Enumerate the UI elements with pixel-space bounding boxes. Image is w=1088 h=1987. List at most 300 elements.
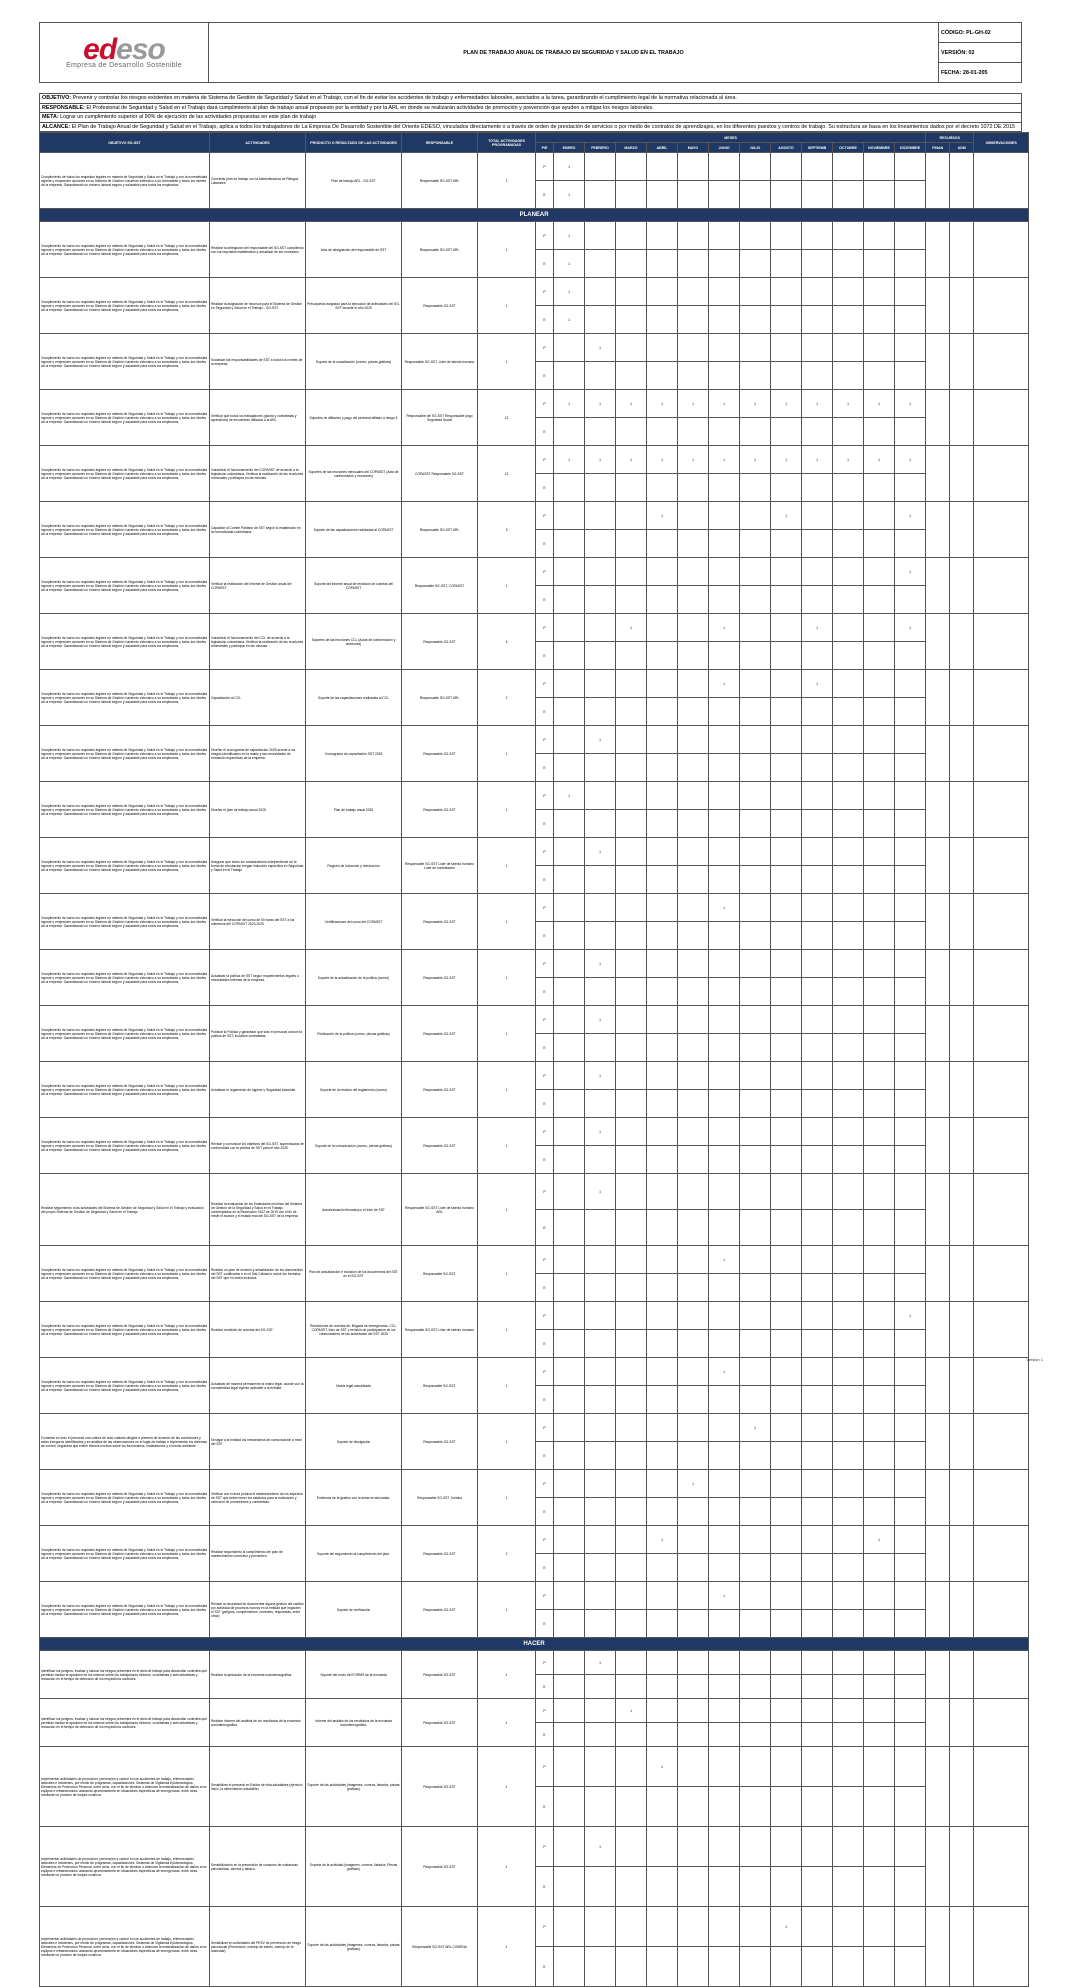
month-cell[interactable] (740, 1723, 771, 1747)
month-cell[interactable] (771, 1090, 802, 1118)
month-cell[interactable] (678, 1174, 709, 1210)
month-cell[interactable] (833, 1947, 864, 1987)
month-cell[interactable] (740, 1699, 771, 1723)
month-cell[interactable] (864, 1747, 895, 1787)
month-cell[interactable] (678, 1947, 709, 1987)
month-cell[interactable] (678, 1062, 709, 1090)
month-cell[interactable] (771, 1386, 802, 1414)
month-cell[interactable] (895, 838, 926, 866)
month-cell[interactable] (709, 1302, 740, 1330)
recurso-cell[interactable] (950, 1582, 974, 1638)
month-cell[interactable] (647, 153, 678, 181)
month-cell[interactable] (554, 1907, 585, 1947)
month-cell[interactable] (833, 754, 864, 782)
month-cell[interactable] (740, 530, 771, 558)
observaciones-cell[interactable] (974, 558, 1029, 614)
month-cell[interactable] (740, 1210, 771, 1246)
month-cell[interactable] (709, 642, 740, 670)
month-cell[interactable] (740, 1146, 771, 1174)
observaciones-cell[interactable] (974, 670, 1029, 726)
month-cell[interactable] (864, 1907, 895, 1947)
month-cell[interactable]: 1 (802, 446, 833, 474)
month-cell[interactable] (833, 894, 864, 922)
month-cell[interactable] (740, 1610, 771, 1638)
month-cell[interactable] (833, 153, 864, 181)
month-cell[interactable] (864, 362, 895, 390)
month-cell[interactable] (771, 698, 802, 726)
month-cell[interactable] (802, 1498, 833, 1526)
month-cell[interactable] (771, 1723, 802, 1747)
month-cell[interactable] (895, 1210, 926, 1246)
month-cell[interactable] (864, 530, 895, 558)
month-cell[interactable] (554, 1699, 585, 1723)
month-cell[interactable]: 1 (709, 614, 740, 642)
month-cell[interactable] (771, 1210, 802, 1246)
month-cell[interactable] (678, 1867, 709, 1907)
month-cell[interactable] (678, 306, 709, 334)
month-cell[interactable] (771, 1787, 802, 1827)
month-cell[interactable] (833, 726, 864, 754)
month-cell[interactable] (740, 1554, 771, 1582)
month-cell[interactable] (833, 334, 864, 362)
month-cell[interactable] (895, 810, 926, 838)
month-cell[interactable] (802, 978, 833, 1006)
month-cell[interactable] (585, 1610, 616, 1638)
month-cell[interactable] (554, 1414, 585, 1442)
month-cell[interactable] (833, 1526, 864, 1554)
month-cell[interactable] (802, 1582, 833, 1610)
month-cell[interactable] (833, 1274, 864, 1302)
month-cell[interactable] (833, 950, 864, 978)
month-cell[interactable] (864, 614, 895, 642)
month-cell[interactable]: 1 (833, 446, 864, 474)
month-cell[interactable] (678, 1498, 709, 1526)
month-cell[interactable] (895, 362, 926, 390)
month-cell[interactable] (554, 1498, 585, 1526)
month-cell[interactable] (771, 474, 802, 502)
month-cell[interactable] (616, 1723, 647, 1747)
month-cell[interactable] (709, 1034, 740, 1062)
month-cell[interactable] (616, 866, 647, 894)
month-cell[interactable] (647, 1210, 678, 1246)
month-cell[interactable]: 1 (771, 390, 802, 418)
month-cell[interactable] (802, 810, 833, 838)
month-cell[interactable] (678, 782, 709, 810)
month-cell[interactable] (554, 1675, 585, 1699)
month-cell[interactable] (678, 1330, 709, 1358)
month-cell[interactable] (740, 1330, 771, 1358)
month-cell[interactable] (678, 1246, 709, 1274)
month-cell[interactable]: 1 (802, 670, 833, 698)
month-cell[interactable] (678, 1907, 709, 1947)
month-cell[interactable] (678, 642, 709, 670)
month-cell[interactable] (802, 530, 833, 558)
month-cell[interactable] (740, 1090, 771, 1118)
month-cell[interactable]: 1 (740, 1414, 771, 1442)
month-cell[interactable] (740, 250, 771, 278)
month-cell[interactable] (709, 1006, 740, 1034)
month-cell[interactable] (709, 530, 740, 558)
recurso-cell[interactable] (950, 950, 974, 1006)
observaciones-cell[interactable] (974, 1246, 1029, 1302)
month-cell[interactable] (678, 1442, 709, 1470)
month-cell[interactable] (647, 782, 678, 810)
month-cell[interactable] (802, 1174, 833, 1210)
recurso-cell[interactable] (950, 1414, 974, 1470)
month-cell[interactable] (833, 1090, 864, 1118)
month-cell[interactable] (616, 1675, 647, 1699)
month-cell[interactable] (864, 642, 895, 670)
month-cell[interactable] (709, 250, 740, 278)
month-cell[interactable] (709, 1498, 740, 1526)
month-cell[interactable] (678, 810, 709, 838)
month-cell[interactable] (895, 1090, 926, 1118)
month-cell[interactable] (864, 1210, 895, 1246)
month-cell[interactable] (833, 1699, 864, 1723)
month-cell[interactable] (585, 1723, 616, 1747)
month-cell[interactable] (678, 1006, 709, 1034)
month-cell[interactable] (709, 306, 740, 334)
month-cell[interactable] (616, 558, 647, 586)
month-cell[interactable] (802, 1302, 833, 1330)
observaciones-cell[interactable] (974, 1699, 1029, 1747)
month-cell[interactable] (833, 1582, 864, 1610)
month-cell[interactable] (554, 530, 585, 558)
month-cell[interactable] (802, 250, 833, 278)
month-cell[interactable] (771, 754, 802, 782)
observaciones-cell[interactable] (974, 1526, 1029, 1582)
month-cell[interactable] (616, 334, 647, 362)
month-cell[interactable] (833, 474, 864, 502)
month-cell[interactable]: 1 (585, 1651, 616, 1675)
month-cell[interactable] (864, 181, 895, 209)
month-cell[interactable] (771, 1470, 802, 1498)
month-cell[interactable] (709, 978, 740, 1006)
month-cell[interactable]: 1 (647, 390, 678, 418)
month-cell[interactable] (585, 810, 616, 838)
month-cell[interactable] (802, 782, 833, 810)
month-cell[interactable] (678, 726, 709, 754)
month-cell[interactable] (647, 1174, 678, 1210)
month-cell[interactable] (647, 670, 678, 698)
month-cell[interactable] (585, 866, 616, 894)
month-cell[interactable] (616, 1006, 647, 1034)
month-cell[interactable] (709, 950, 740, 978)
month-cell[interactable] (554, 642, 585, 670)
month-cell[interactable] (895, 1582, 926, 1610)
month-cell[interactable] (616, 1947, 647, 1987)
recurso-cell[interactable] (926, 1174, 950, 1246)
month-cell[interactable] (740, 1526, 771, 1554)
month-cell[interactable] (616, 1146, 647, 1174)
month-cell[interactable] (647, 810, 678, 838)
month-cell[interactable] (585, 181, 616, 209)
month-cell[interactable] (678, 1699, 709, 1723)
observaciones-cell[interactable] (974, 950, 1029, 1006)
month-cell[interactable] (833, 1554, 864, 1582)
month-cell[interactable] (709, 866, 740, 894)
recurso-cell[interactable] (950, 278, 974, 334)
month-cell[interactable] (895, 1554, 926, 1582)
month-cell[interactable] (647, 838, 678, 866)
month-cell[interactable] (616, 810, 647, 838)
month-cell[interactable] (678, 1787, 709, 1827)
month-cell[interactable] (554, 922, 585, 950)
month-cell[interactable] (709, 1274, 740, 1302)
month-cell[interactable]: 1 (709, 670, 740, 698)
month-cell[interactable] (740, 670, 771, 698)
month-cell[interactable] (895, 334, 926, 362)
month-cell[interactable] (616, 278, 647, 306)
month-cell[interactable] (554, 894, 585, 922)
month-cell[interactable] (802, 278, 833, 306)
month-cell[interactable] (709, 1386, 740, 1414)
month-cell[interactable] (678, 1302, 709, 1330)
month-cell[interactable] (864, 1414, 895, 1442)
month-cell[interactable] (709, 1330, 740, 1358)
month-cell[interactable] (895, 586, 926, 614)
month-cell[interactable] (678, 586, 709, 614)
month-cell[interactable] (647, 614, 678, 642)
month-cell[interactable] (895, 1414, 926, 1442)
month-cell[interactable] (554, 1610, 585, 1638)
month-cell[interactable] (802, 502, 833, 530)
recurso-cell[interactable] (926, 446, 950, 502)
recurso-cell[interactable] (926, 1470, 950, 1526)
month-cell[interactable] (585, 1246, 616, 1274)
month-cell[interactable] (802, 1118, 833, 1146)
month-cell[interactable] (709, 222, 740, 250)
month-cell[interactable] (802, 838, 833, 866)
month-cell[interactable] (740, 838, 771, 866)
month-cell[interactable]: 1 (616, 390, 647, 418)
month-cell[interactable] (802, 1210, 833, 1246)
observaciones-cell[interactable] (974, 1118, 1029, 1174)
month-cell[interactable] (678, 362, 709, 390)
month-cell[interactable] (616, 1907, 647, 1947)
month-cell[interactable] (647, 1907, 678, 1947)
month-cell[interactable] (709, 726, 740, 754)
month-cell[interactable] (709, 838, 740, 866)
month-cell[interactable] (740, 642, 771, 670)
month-cell[interactable] (678, 1526, 709, 1554)
month-cell[interactable] (678, 1118, 709, 1146)
month-cell[interactable] (771, 838, 802, 866)
observaciones-cell[interactable] (974, 838, 1029, 894)
month-cell[interactable] (864, 754, 895, 782)
month-cell[interactable] (678, 1723, 709, 1747)
month-cell[interactable] (833, 306, 864, 334)
month-cell[interactable]: 1 (585, 1006, 616, 1034)
month-cell[interactable] (895, 782, 926, 810)
month-cell[interactable]: 1 (709, 894, 740, 922)
month-cell[interactable] (709, 1090, 740, 1118)
month-cell[interactable] (709, 418, 740, 446)
month-cell[interactable] (833, 1651, 864, 1675)
month-cell[interactable] (585, 1358, 616, 1386)
month-cell[interactable] (833, 558, 864, 586)
month-cell[interactable] (709, 1146, 740, 1174)
month-cell[interactable] (554, 1947, 585, 1987)
month-cell[interactable] (740, 418, 771, 446)
month-cell[interactable]: 1 (585, 1062, 616, 1090)
month-cell[interactable] (585, 1554, 616, 1582)
month-cell[interactable] (771, 153, 802, 181)
month-cell[interactable] (616, 1827, 647, 1867)
month-cell[interactable] (616, 1034, 647, 1062)
month-cell[interactable] (833, 1118, 864, 1146)
month-cell[interactable] (864, 1386, 895, 1414)
month-cell[interactable] (585, 1414, 616, 1442)
month-cell[interactable] (585, 1210, 616, 1246)
month-cell[interactable] (554, 1827, 585, 1867)
month-cell[interactable] (554, 1210, 585, 1246)
observaciones-cell[interactable] (974, 894, 1029, 950)
month-cell[interactable] (647, 1414, 678, 1442)
month-cell[interactable] (709, 502, 740, 530)
month-cell[interactable] (616, 894, 647, 922)
month-cell[interactable] (740, 1274, 771, 1302)
recurso-cell[interactable] (926, 894, 950, 950)
month-cell[interactable] (585, 614, 616, 642)
month-cell[interactable] (740, 1787, 771, 1827)
month-cell[interactable] (864, 474, 895, 502)
month-cell[interactable] (895, 1747, 926, 1787)
month-cell[interactable] (802, 586, 833, 614)
month-cell[interactable] (709, 922, 740, 950)
recurso-cell[interactable] (950, 1907, 974, 1987)
month-cell[interactable]: 1 (585, 446, 616, 474)
month-cell[interactable] (616, 306, 647, 334)
month-cell[interactable]: 1 (771, 1907, 802, 1947)
month-cell[interactable] (678, 1386, 709, 1414)
observaciones-cell[interactable] (974, 334, 1029, 390)
month-cell[interactable]: 1 (554, 222, 585, 250)
month-cell[interactable] (709, 474, 740, 502)
month-cell[interactable] (895, 1651, 926, 1675)
month-cell[interactable] (833, 222, 864, 250)
month-cell[interactable] (616, 1174, 647, 1210)
month-cell[interactable] (554, 838, 585, 866)
month-cell[interactable] (740, 586, 771, 614)
recurso-cell[interactable] (950, 838, 974, 894)
month-cell[interactable] (833, 1302, 864, 1330)
recurso-cell[interactable] (926, 1006, 950, 1062)
month-cell[interactable] (647, 1274, 678, 1302)
month-cell[interactable] (585, 670, 616, 698)
month-cell[interactable] (802, 1090, 833, 1118)
month-cell[interactable] (833, 698, 864, 726)
recurso-cell[interactable] (926, 1414, 950, 1470)
month-cell[interactable] (895, 1723, 926, 1747)
recurso-cell[interactable] (950, 1118, 974, 1174)
month-cell[interactable] (864, 222, 895, 250)
month-cell[interactable] (771, 810, 802, 838)
month-cell[interactable] (895, 306, 926, 334)
month-cell[interactable] (616, 1787, 647, 1827)
month-cell[interactable]: 1 (864, 1526, 895, 1554)
month-cell[interactable] (740, 1302, 771, 1330)
month-cell[interactable] (833, 810, 864, 838)
month-cell[interactable] (864, 978, 895, 1006)
recurso-cell[interactable] (926, 1827, 950, 1907)
month-cell[interactable] (709, 1118, 740, 1146)
month-cell[interactable] (740, 1907, 771, 1947)
month-cell[interactable] (585, 362, 616, 390)
month-cell[interactable] (554, 334, 585, 362)
observaciones-cell[interactable] (974, 1470, 1029, 1526)
recurso-cell[interactable] (950, 390, 974, 446)
observaciones-cell[interactable] (974, 153, 1029, 209)
month-cell[interactable] (678, 278, 709, 306)
month-cell[interactable] (802, 1610, 833, 1638)
month-cell[interactable] (709, 1526, 740, 1554)
month-cell[interactable] (554, 1358, 585, 1386)
month-cell[interactable] (585, 754, 616, 782)
month-cell[interactable] (740, 474, 771, 502)
month-cell[interactable] (864, 1610, 895, 1638)
month-cell[interactable] (647, 1090, 678, 1118)
observaciones-cell[interactable] (974, 1907, 1029, 1987)
month-cell[interactable]: 1 (554, 278, 585, 306)
month-cell[interactable] (833, 530, 864, 558)
month-cell[interactable] (647, 1947, 678, 1987)
month-cell[interactable] (740, 698, 771, 726)
month-cell[interactable] (616, 1610, 647, 1638)
month-cell[interactable] (771, 614, 802, 642)
month-cell[interactable] (709, 1867, 740, 1907)
month-cell[interactable] (864, 1827, 895, 1867)
month-cell[interactable] (616, 1470, 647, 1498)
month-cell[interactable] (678, 614, 709, 642)
month-cell[interactable] (833, 782, 864, 810)
month-cell[interactable] (895, 181, 926, 209)
recurso-cell[interactable] (950, 446, 974, 502)
month-cell[interactable] (647, 1675, 678, 1699)
month-cell[interactable] (771, 950, 802, 978)
month-cell[interactable]: 1 (616, 446, 647, 474)
month-cell[interactable] (895, 1330, 926, 1358)
observaciones-cell[interactable] (974, 1827, 1029, 1907)
month-cell[interactable] (864, 698, 895, 726)
month-cell[interactable] (833, 1675, 864, 1699)
month-cell[interactable] (585, 1675, 616, 1699)
month-cell[interactable] (895, 1675, 926, 1699)
month-cell[interactable] (740, 1867, 771, 1907)
observaciones-cell[interactable] (974, 222, 1029, 278)
recurso-cell[interactable] (950, 1174, 974, 1246)
recurso-cell[interactable] (926, 222, 950, 278)
month-cell[interactable] (864, 1723, 895, 1747)
month-cell[interactable] (585, 1747, 616, 1787)
month-cell[interactable] (616, 978, 647, 1006)
month-cell[interactable] (616, 474, 647, 502)
month-cell[interactable] (647, 1610, 678, 1638)
recurso-cell[interactable] (926, 1747, 950, 1827)
month-cell[interactable] (895, 1062, 926, 1090)
month-cell[interactable] (771, 642, 802, 670)
recurso-cell[interactable] (950, 1062, 974, 1118)
month-cell[interactable] (771, 1651, 802, 1675)
month-cell[interactable] (771, 362, 802, 390)
month-cell[interactable]: 1 (709, 1246, 740, 1274)
month-cell[interactable] (864, 1470, 895, 1498)
month-cell[interactable] (585, 1699, 616, 1723)
month-cell[interactable] (802, 1723, 833, 1747)
month-cell[interactable] (647, 1358, 678, 1386)
recurso-cell[interactable] (926, 782, 950, 838)
recurso-cell[interactable] (926, 1582, 950, 1638)
